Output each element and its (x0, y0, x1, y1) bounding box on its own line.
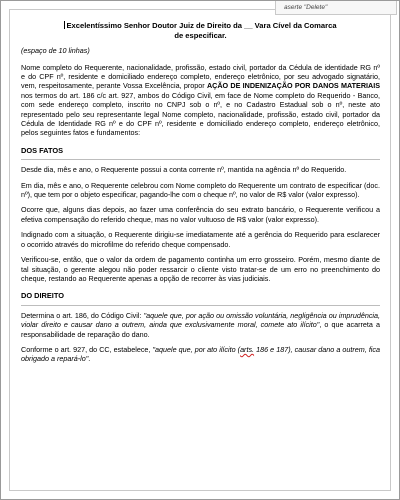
intro-part-1: Nome completo do Requerente, nacionalidade, profissão, estado civil, portador da Cédula de identidade RG nº e do CPF nº, residente e domiciliado endereço completo, endereço eletrônico, por seu advogado signatário, vem, respeitosamente, perante Vossa Excelência, propor (21, 62, 380, 91)
law-p1-pre: Determina o art. 186, do Código Civil: (21, 310, 144, 320)
spacer-note: (espaço de 10 linhas) (21, 46, 90, 56)
document-heading (21, 21, 380, 40)
comment-text: aserte "Delete" (284, 4, 328, 11)
facts-paragraph-3: Ocorre que, alguns dias depois, ao fazer uma conferência do seu extrato bancário, o Requerente verificou a efetiva compensação do referido cheque, mas no valor vultuoso de R$ valor (valor expresso). (21, 205, 380, 224)
law-p2-quote-2: 186 e 187), causar dano a outrem, fica obrigado a repará-lo" (21, 344, 380, 364)
intro-paragraph (21, 63, 380, 138)
heading-line-2: de especificar. (174, 30, 227, 40)
section-title-law: DO DIREITO (21, 291, 64, 301)
comment-balloon[interactable] (275, 1, 397, 15)
facts-paragraph-5: Verificou-se, então, que o valor da ordem de pagamento continha um erro grosseiro. Porém, mesmo diante de tal situação, o gerente alegou não poder ressarcir o cliente visto tratar-se de um erro no preenchimento do cheque, restando ao Requerente apenas a opção de recorrer às vias judiciais. (21, 255, 380, 283)
law-paragraph-2 (21, 345, 380, 364)
facts-paragraph-4: Indignado com a situação, o Requerente dirigiu-se imediatamente até a gerência do Requerido para esclarecer o ocorrido através do microfilme do referido cheque compensado. (21, 230, 380, 249)
law-p1-post: , o que acarreta a responsabilidade de reparação do dano. (21, 320, 380, 339)
document-body[interactable] (21, 21, 380, 370)
section-divider (21, 305, 380, 306)
heading-line-1: Excelentíssimo Senhor Doutor Juiz de Direito da __ Vara Cível da Comarca (66, 21, 337, 30)
law-p2-quote-1: "aquele que, por ato ilícito ( (152, 344, 241, 354)
law-p2-pre: Conforme o art. 927, do CC, estabelece, (21, 344, 153, 354)
law-p1-quote: "aquele que, por ação ou omissão voluntária, negligência ou imprudência, violar direito e causar dano a outrem, ainda que exclusivamente moral, comete ato ilícito" (21, 310, 381, 330)
intro-part-2: nos termos do art. 186 c/c art. 927, ambos do Código Civil, em face de Nome completo do Requerido - Banco, com sede endereço completo, inscrito no CNPJ sob o nº, e no Cadastro Estadual sob o nº, neste ato representado pelo seu representante legal Nome completo, nacionalidade, profissão, estado civil, portador da Cédula de Identidade RG nº e do CPF nº, residente e domiciliado endereço completo, endereço eletrônico, pelos seguintes fatos e fundamentos: (21, 90, 380, 138)
law-p2-post: . (88, 354, 91, 364)
action-title: AÇÃO DE INDENIZAÇÃO POR DANOS MATERIAIS (206, 81, 380, 91)
section-title-facts: DOS FATOS (21, 145, 64, 155)
spellcheck-word[interactable]: arts. (240, 344, 255, 354)
facts-paragraph-1: Desde dia, mês e ano, o Requerente possui a conta corrente nº, mantida na agência nº do Requerido. (21, 165, 347, 175)
section-divider (21, 159, 380, 160)
law-paragraph-1 (21, 311, 380, 339)
facts-paragraph-2: Em dia, mês e ano, o Requerente celebrou com Nome completo do Requerente um contrato de especificar (doc. nº), que tem por o objeto especificar, pagando-lhe com o cheque nº, no valor de R$ valor (valor expresso). (21, 180, 380, 200)
